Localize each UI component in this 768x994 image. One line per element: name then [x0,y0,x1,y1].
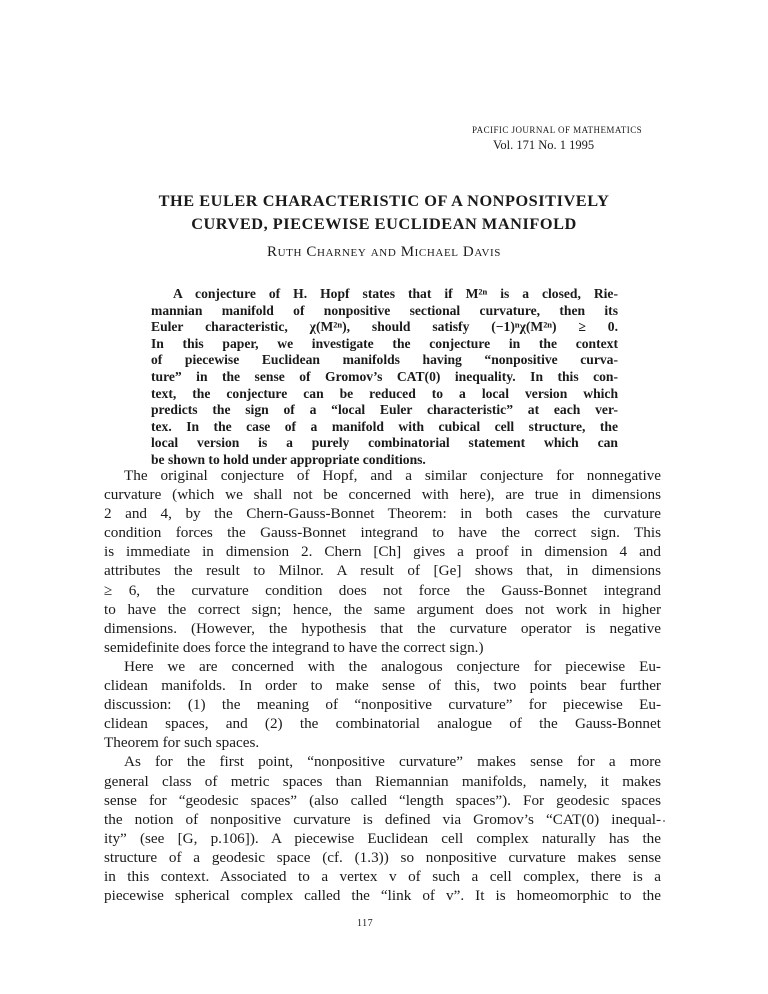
body-line: sense for “geodesic spaces” (also called “length spaces”). For geodesic spaces [104,791,661,809]
body-line: is immediate in dimension 2. Chern [Ch] gives a proof in dimension 4 and [104,543,661,561]
body-line: condition forces the Gauss-Bonnet integrand to have the correct sign. This [104,524,661,542]
scan-artifact [663,820,665,822]
title-line: THE EULER CHARACTERISTIC OF A NONPOSITIVELY [158,191,610,210]
body-line: 2 and 4, by the Chern-Gauss-Bonnet Theorem: in both cases the curvature [104,505,661,523]
body-line: discussion: (1) the meaning of “nonpositive curvature” for piecewise Eu- [104,696,661,714]
body-line: structure of a geodesic space (cf. (1.3)) so nonpositive curvature makes sense [104,848,661,866]
journal-name: PACIFIC JOURNAL OF MATHEMATICS [472,125,643,135]
title-line: CURVED, PIECEWISE EUCLIDEAN MANIFOLD [191,214,577,233]
abstract-line: text, the conjecture can be reduced to a local version which [151,385,618,401]
body-line: clidean spaces, and (2) the combinatorial analogue of the Gauss-Bonnet [104,715,661,733]
body-line: clidean manifolds. In order to make sense of this, two points bear further [104,677,661,695]
abstract [151,286,618,469]
abstract-line: A conjecture of H. Hopf states that if M²ⁿ is a closed, Rie- [173,286,618,301]
body-line: curvature (which we shall not be concerned with here), are true in dimensions [104,486,661,504]
body-line: Here we are concerned with the analogous conjecture for piecewise Eu- [124,657,661,675]
body-line: general class of metric spaces than Riemannian manifolds, namely, it makes [104,772,661,790]
body-line: semidefinite does force the integrand to have the correct sign.) [104,638,484,656]
abstract-line: tex. In the case of a manifold with cubical cell structure, the [151,418,618,434]
paragraph [104,657,661,752]
body-line: to have the correct sign; hence, the same argument does not work in higher [104,600,661,618]
body-line: ≥ 6, the curvature condition does not force the Gauss-Bonnet integrand [104,581,661,599]
paragraph [104,752,661,905]
abstract-line: mannian manifold of nonpositive sectional curvature, then its [151,302,618,318]
body-line: in this context. Associated to a vertex v of such a cell complex, there is a [104,867,661,885]
body-line: dimensions. (However, the hypothesis that the curvature operator is negative [104,619,661,637]
body-line: Theorem for such spaces. [104,734,260,752]
body-line: attributes the result to Milnor. A result of [Ge] shows that, in dimensions [104,562,661,580]
abstract-line: Euler characteristic, χ(M²ⁿ), should satisfy (−1)ⁿχ(M²ⁿ) ≥ 0. [151,319,618,335]
body-line: the notion of nonpositive curvature is defined via Gromov’s “CAT(0) inequal- [104,810,661,828]
paper-title [100,189,668,235]
abstract-line: ture” in the sense of Gromov’s CAT(0) inequality. In this con- [151,368,618,384]
body-line: The original conjecture of Hopf, and a similar conjecture for nonnegative [124,467,661,484]
abstract-line: be shown to hold under appropriate conditions. [151,451,426,467]
abstract-line: local version is a purely combinatorial statement which can [151,435,618,451]
abstract-line: of piecewise Euclidean manifolds having “nonpositive curva- [151,352,618,368]
abstract-line: In this paper, we investigate the conjecture in the context [151,335,618,351]
journal-volume: Vol. 171 No. 1 1995 [493,138,595,152]
paragraph [104,466,661,657]
body-line: As for the first point, “nonpositive curvature” makes sense for a more [124,753,661,771]
abstract-line: predicts the sign of a “local Euler characteristic” at each ver- [151,402,618,418]
body-text [104,466,661,905]
body-line: ity” (see [G, p.106]). A piecewise Euclidean cell complex naturally has the [104,829,661,847]
authors: Ruth Charney and Michael Davis [266,244,502,260]
body-line: piecewise spherical complex called the “link of v”. It is homeomorphic to the [104,887,661,905]
page-number: 117 [357,918,374,929]
